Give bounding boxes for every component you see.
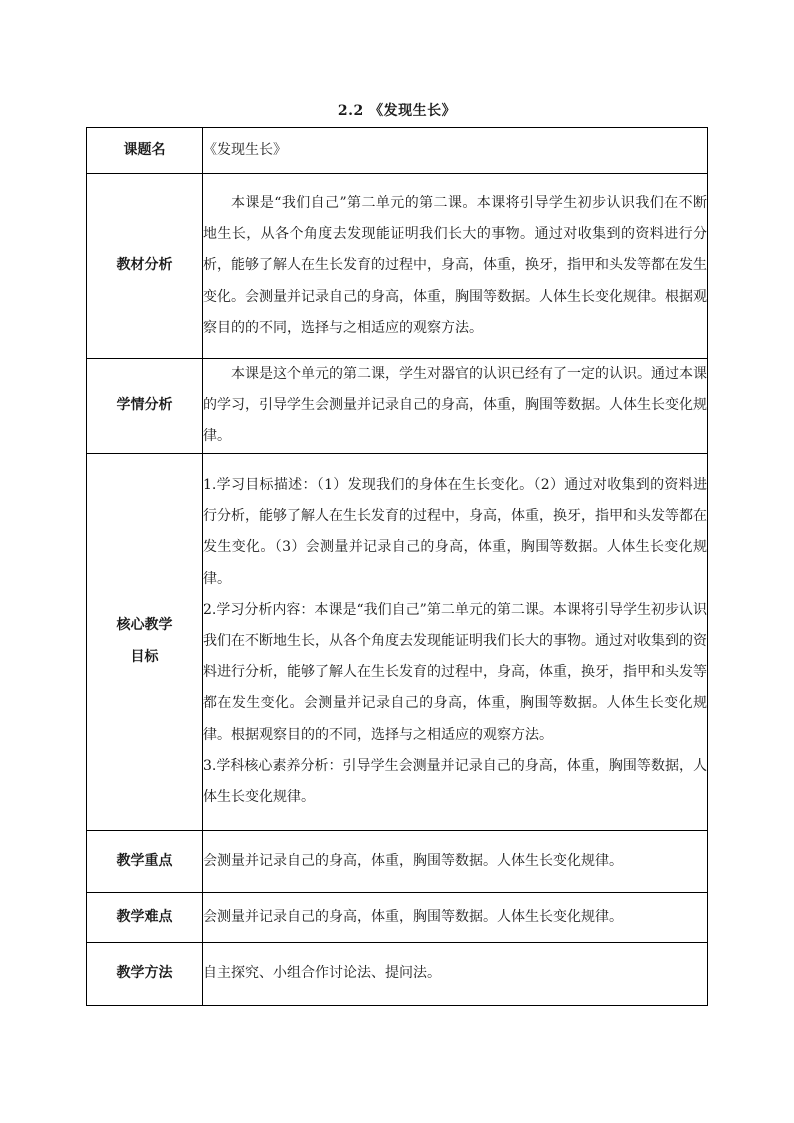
row-content-core-objectives — [203, 453, 708, 830]
objective-item-1: 1.学习目标描述：（1）发现我们的身体在生长变化。（2）通过对收集到的资料进行分析，能够了解人在生长发育的过程中，身高，体重，换牙，指甲和头发等都在发生变化。（3）会测量并记录自己的身高，体重，胸围等数据。人体生长变化规律。 — [203, 476, 707, 587]
lesson-plan-table — [86, 127, 708, 1006]
table-row-key-points — [87, 830, 708, 892]
objective-item-2: 2.学习分析内容：本课是“我们自己”第二单元的第二课。本课将引导学生初步认识我们在不断地生长，从各个角度去发现能证明我们长大的事物。通过对收集到的资料进行分析，能够了解人在生长发育的过程中，身高，体重，换牙，指甲和头发等都在发生变化。会测量并记录自己的身高，体重，胸围等数据。人体生长变化规律。根据观察目的的不同，选择与之相适应的观察方法。 — [203, 601, 707, 743]
row-label-difficulties: 教学难点 — [87, 892, 203, 942]
row-label-key-points: 教学重点 — [87, 830, 203, 892]
material-analysis-text: 本课是“我们自己”第二单元的第二课。本课将引导学生初步认识我们在不断地生长，从各个角度去发现能证明我们长大的事物。通过对收集到的资料进行分析，能够了解人在生长发育的过程中，身高，体重，换牙，指甲和头发等都在发生变化。会测量并记录自己的身高，体重，胸围等数据。人体生长变化规律。根据观察目的的不同，选择与之相适应的观察方法。 — [203, 194, 707, 336]
core-objectives-label-line1: 核心教学 — [116, 617, 173, 634]
row-label-material-analysis: 教材分析 — [87, 174, 203, 359]
table-row-student-analysis — [87, 359, 708, 454]
objective-item-3: 3.学科核心素养分析：引导学生会测量并记录自己的身高，体重，胸围等数据，人体生长变化规律。 — [203, 757, 707, 806]
row-content-material-analysis — [203, 174, 708, 359]
table-row-topic — [87, 128, 708, 174]
row-label-topic: 课题名 — [87, 128, 203, 174]
row-label-core-objectives — [87, 453, 203, 830]
row-content-student-analysis — [203, 359, 708, 454]
core-objectives-label-line2: 目标 — [130, 648, 159, 665]
table-row-core-objectives — [87, 453, 708, 830]
document-title: 2.2 《发现生长》 — [337, 103, 457, 119]
student-analysis-text: 本课是这个单元的第二课，学生对器官的认识已经有了一定的认识。通过本课的学习，引导学生会测量并记录自己的身高，体重，胸围等数据。人体生长变化规律。 — [203, 366, 707, 445]
table-row-material-analysis — [87, 174, 708, 359]
row-label-methods: 教学方法 — [87, 942, 203, 1005]
row-content-topic: 《发现生长》 — [203, 128, 708, 174]
row-label-student-analysis: 学情分析 — [87, 359, 203, 454]
table-row-difficulties — [87, 892, 708, 942]
row-content-difficulties: 会测量并记录自己的身高，体重，胸围等数据。人体生长变化规律。 — [203, 892, 708, 942]
table-row-methods — [87, 942, 708, 1005]
row-content-methods: 自主探究、小组合作讨论法、提问法。 — [203, 942, 708, 1005]
row-content-key-points: 会测量并记录自己的身高，体重，胸围等数据。人体生长变化规律。 — [203, 830, 708, 892]
